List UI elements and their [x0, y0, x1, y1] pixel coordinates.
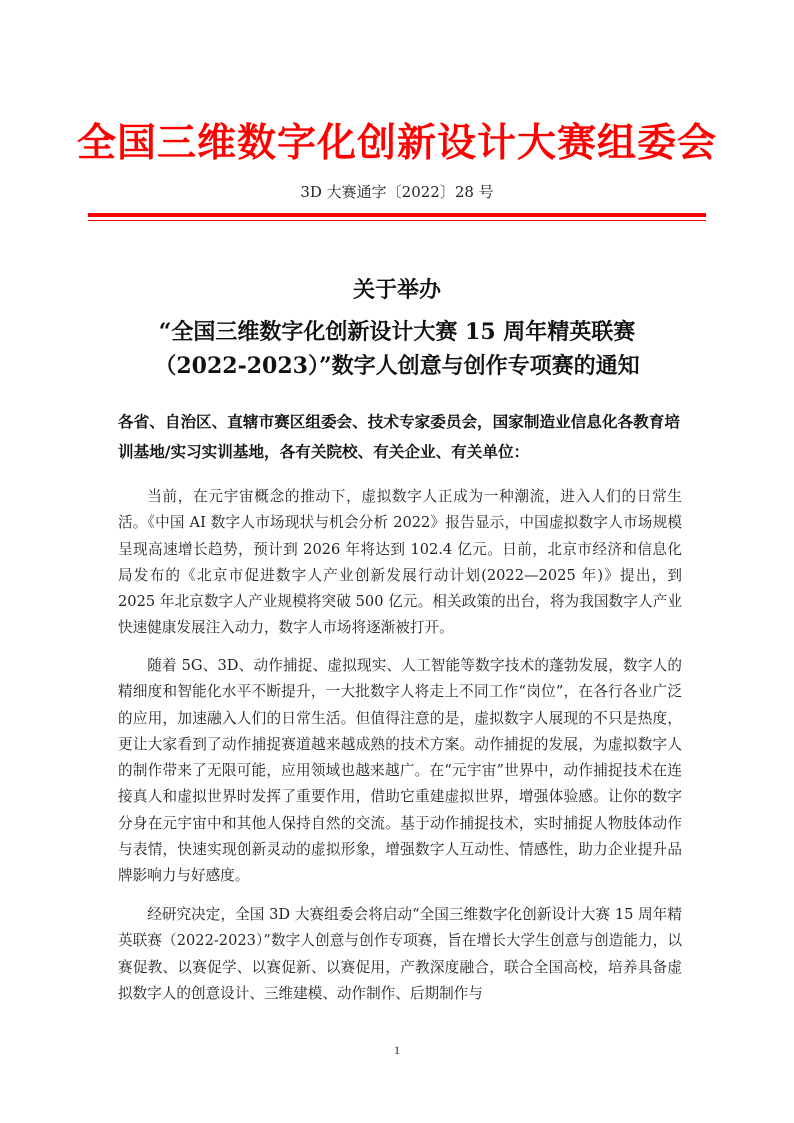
header-divider-thick: [88, 213, 706, 217]
notice-title-line-2: “全国三维数字化创新设计大赛 15 周年精英联赛: [158, 319, 636, 345]
body-paragraph-2: 随着 5G、3D、动作捕捉、虚拟现实、人工智能等数字技术的蓬勃发展，数字人的精细度和智能化水平不断提升，一大批数字人将走上不同工作“岗位”，在各行各业广泛的应用，加速融入人们的日常生活。但值得注意的是，虚拟数字人展现的不只是热度，更让大家看到了动作捕捉赛道越来越成熟的技术方案。动作捕捉的发展，为虚拟数字人的制作带来了无限可能，应用领域也越来越广。在“元宇宙”世界中，动作捕捉技术在连接真人和虚拟世界时发挥了重要作用，借助它重建虚拟世界，增强体验感。让你的数字分身在元宇宙中和其他人保持自然的交流。基于动作捕捉技术，实时捕捉人物肢体动作与表情，快速实现创新灵动的虚拟形象，增强数字人互动性、情感性，助力企业提升品牌影响力与好感度。: [118, 657, 682, 885]
addressee-line: 各省、自治区、直辖市赛区组委会、技术专家委员会，国家制造业信息化各教育培训基地/实习实训基地，各有关院校、有关企业、有关单位：: [118, 412, 680, 461]
page-number: 1: [394, 1043, 400, 1057]
body-paragraph-1: 当前，在元宇宙概念的推动下，虚拟数字人正成为一种潮流，进入人们的日常生活。《中国 AI 数字人市场现状与机会分析 2022》报告显示，中国虚拟数字人市场规模呈现高速增长趋势，预计到 2026 年将达到 102.4 亿元。日前，北京市经济和信息化局发布的《北京市促进数字人产业创新发展行动计划(2022—2025 年)》提出，到 2025 年北京数字人产业规模将突破 500 亿元。相关政策的出台，将为我国数字人产业快速健康发展注入动力，数字人市场将逐渐被打开。: [118, 488, 682, 637]
organization-header: 全国三维数字化创新设计大赛组委会: [76, 120, 717, 166]
header-divider-thin: [88, 220, 706, 221]
notice-title-line-3: （2022-2023）”数字人创意与创作专项赛的通知: [154, 353, 640, 379]
notice-title-line-1: 关于举办: [352, 277, 441, 303]
document-number: 3D 大赛通字〔2022〕28 号: [300, 183, 494, 201]
body-paragraph-3: 经研究决定，全国 3D 大赛组委会将启动“全国三维数字化创新设计大赛 15 周年精英联赛（2022-2023）”数字人创意与创作专项赛，旨在增长大学生创意与创造能力，以赛促教、以赛促学、以赛促新、以赛促用，产教深度融合，联合全国高校，培养具备虚拟数字人的创意设计、三维建模、动作制作、后期制作与: [118, 906, 682, 1002]
